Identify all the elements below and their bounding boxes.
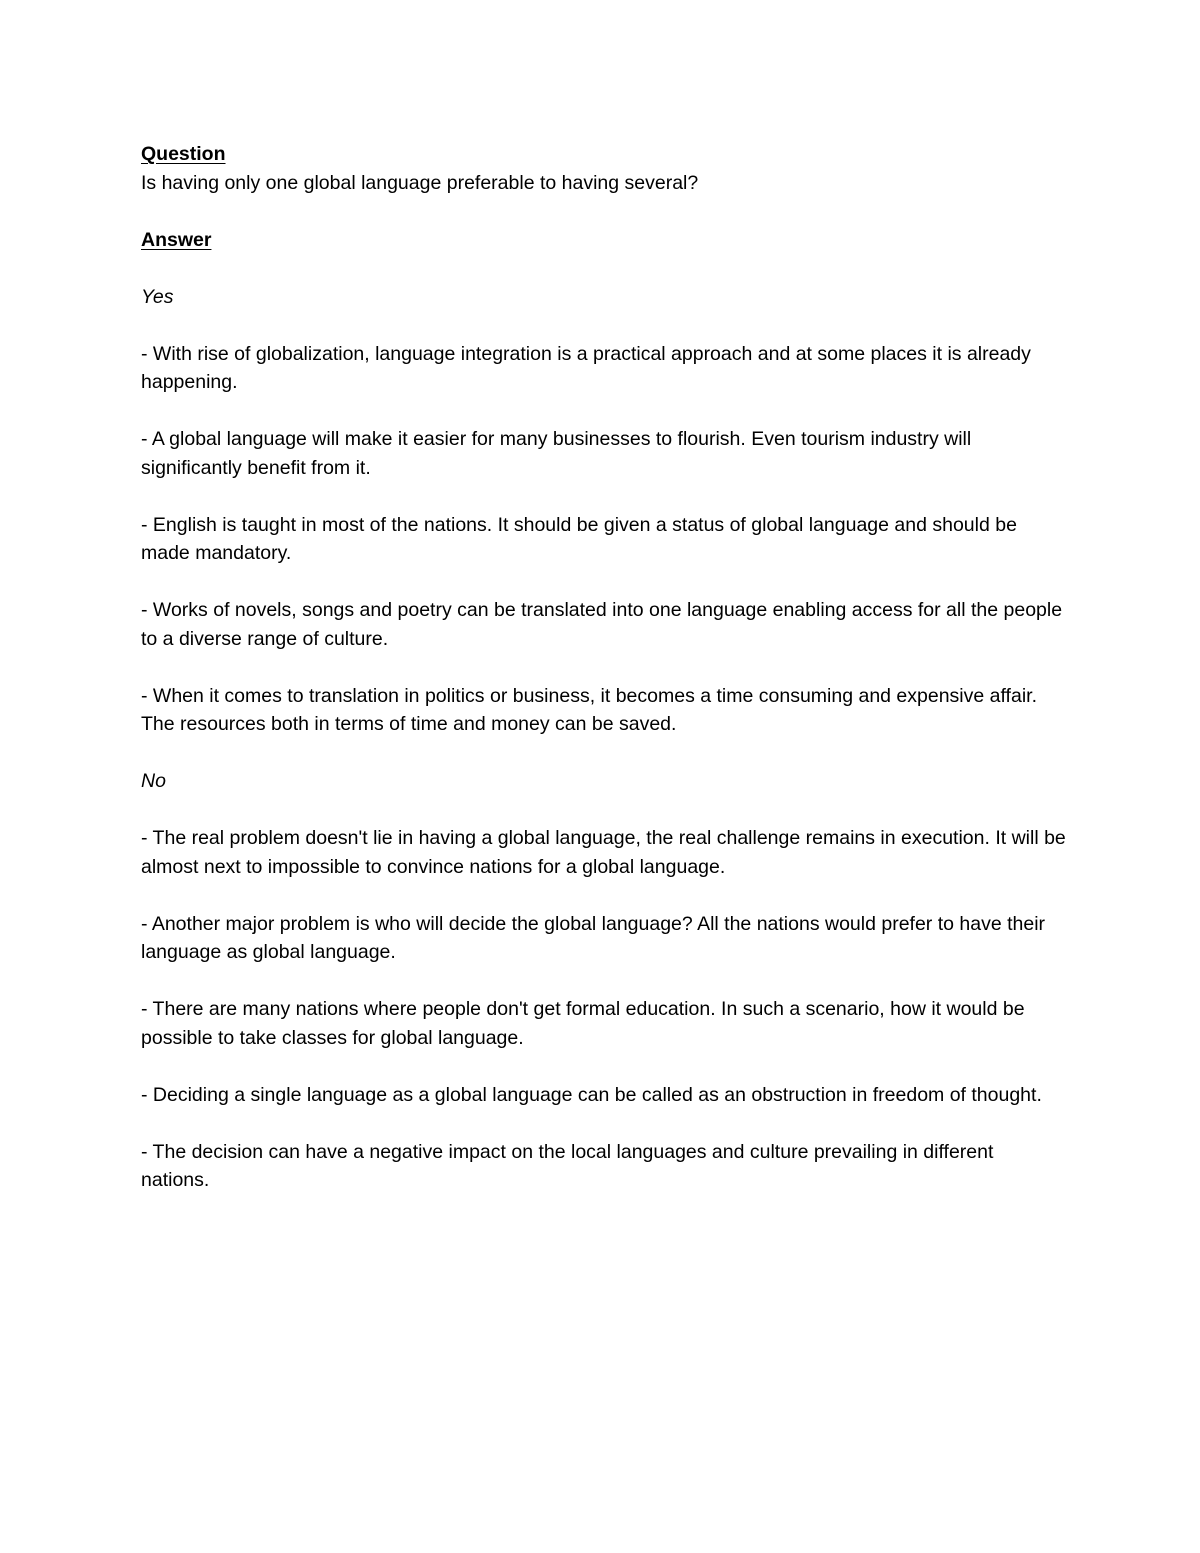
yes-point: - When it comes to translation in politics or business, it becomes a time consuming and expensive affair. The resources both in terms of time and money can be saved.: [141, 684, 1037, 735]
no-point: - The real problem doesn't lie in having a global language, the real challenge remains in execution. It will be almost next to impossible to convince nations for a global language.: [141, 827, 1066, 878]
answer-heading: Answer: [141, 228, 212, 251]
no-point: - Another major problem is who will decide the global language? All the nations would prefer to have their language as global language.: [141, 912, 1046, 963]
yes-point: - English is taught in most of the nations. It should be given a status of global language and should be made mandatory.: [141, 513, 1017, 564]
spacer: [141, 482, 1066, 511]
spacer: [141, 311, 1066, 340]
spacer: [141, 967, 1066, 996]
spacer: [141, 397, 1066, 426]
no-label: No: [141, 770, 166, 792]
spacer: [141, 739, 1066, 768]
question-heading: Question: [141, 143, 226, 165]
document-body: [141, 140, 1066, 1195]
spacer: [141, 568, 1066, 597]
spacer: [141, 653, 1066, 682]
spacer: [141, 254, 1066, 283]
yes-point: - Works of novels, songs and poetry can be translated into one language enabling access for all the people to a diverse range of culture.: [141, 599, 1063, 650]
no-point: - The decision can have a negative impact on the local languages and culture prevailing in different nations.: [141, 1140, 994, 1191]
spacer: [141, 796, 1066, 825]
spacer: [141, 881, 1066, 910]
spacer: [141, 1109, 1066, 1138]
question-text: Is having only one global language preferable to having several?: [141, 171, 699, 194]
spacer: [141, 1052, 1066, 1081]
yes-label: Yes: [141, 285, 174, 308]
no-point: - There are many nations where people don't get formal education. In such a scenario, how it would be possible to take classes for global language.: [141, 998, 1025, 1049]
spacer: [141, 197, 1066, 226]
no-point: - Deciding a single language as a global language can be called as an obstruction in freedom of thought.: [141, 1083, 1042, 1106]
yes-point: - With rise of globalization, language integration is a practical approach and at some places it is already happening.: [141, 342, 1031, 393]
yes-point: - A global language will make it easier for many businesses to flourish. Even tourism industry will significantly benefit from it.: [141, 428, 972, 479]
